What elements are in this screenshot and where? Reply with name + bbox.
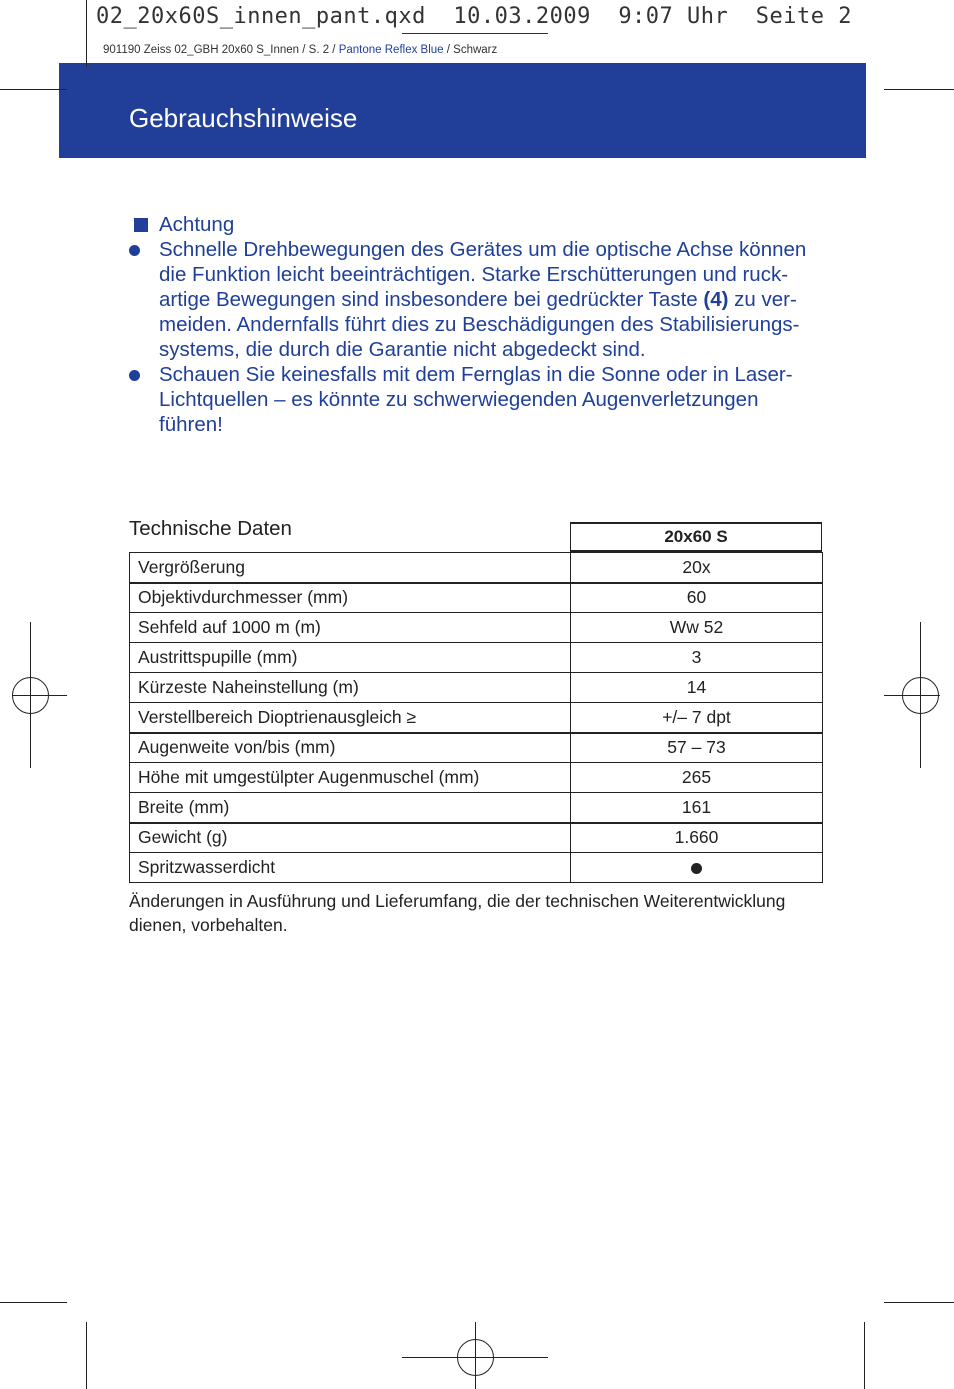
spec-value: 161 [571, 793, 823, 823]
table-row [130, 763, 823, 793]
table-row [130, 613, 823, 643]
table-row [130, 643, 823, 673]
table-row [130, 553, 823, 583]
spec-label: Augenweite von/bis (mm) [130, 733, 571, 763]
spec-value: Ww 52 [571, 613, 823, 643]
table-row [130, 793, 823, 823]
spec-label: Austrittspupille (mm) [130, 643, 571, 673]
spec-label: Vergrößerung [130, 553, 571, 583]
registration-circle-icon [457, 1339, 494, 1376]
spec-value: 14 [571, 673, 823, 703]
warning-bullet [129, 362, 829, 437]
table-row [130, 673, 823, 703]
spec-label: Objektivdurchmesser (mm) [130, 583, 571, 613]
warning-bullet-text [159, 237, 819, 362]
crop-mark [0, 89, 67, 90]
table-row [130, 853, 823, 883]
spec-value: 57 – 73 [571, 733, 823, 763]
spec-value: 1.660 [571, 823, 823, 853]
table-row [130, 583, 823, 613]
bullet1-key-ref: (4) [703, 288, 729, 311]
specs-title: Technische Daten [129, 517, 292, 540]
crop-mark [884, 89, 954, 90]
job-line-sep: / [443, 44, 454, 56]
slug-underline [402, 33, 548, 34]
spec-label: Breite (mm) [130, 793, 571, 823]
spec-label: Verstellbereich Dioptrienausgleich ≥ [130, 703, 571, 733]
table-row [130, 823, 823, 853]
bullet-dot-icon [129, 245, 140, 256]
spec-value: 20x [571, 553, 823, 583]
spec-label: Gewicht (g) [130, 823, 571, 853]
spec-label: Höhe mit umgestülpter Augenmuschel (mm) [130, 763, 571, 793]
bullet1-text-b: zu ver- meiden. Andernfalls führt dies zu Beschädigungen des Stabilisierungs- systems, die durch die Garantie nicht abgedeckt sind. [159, 288, 800, 361]
job-line-color1: Pantone Reflex Blue [338, 44, 444, 56]
crop-mark [0, 1302, 67, 1303]
warning-bullet [129, 237, 829, 362]
yes-dot-icon [691, 863, 702, 874]
job-line-color2: Schwarz [453, 44, 498, 56]
registration-circle-icon [12, 677, 49, 714]
file-slug: 02_20x60S_innen_pant.qxd 10.03.2009 9:07 Uhr Seite 2 [96, 4, 852, 29]
page-title: Gebrauchshinweise [129, 103, 358, 133]
table-row [130, 733, 823, 763]
crop-mark [86, 1322, 87, 1389]
spec-value: +/– 7 dpt [571, 703, 823, 733]
model-header: 20x60 S [570, 522, 822, 552]
bullet-dot-icon [129, 370, 140, 381]
warning-heading-row [129, 212, 829, 237]
warning-bullet-text: Schauen Sie keinesfalls mit dem Fernglas in die Sonne oder in Laser- Lichtquellen – es könnte zu schwerwiegenden Augenverletzungen führen! [159, 363, 793, 436]
registration-circle-icon [902, 677, 939, 714]
spec-value: 265 [571, 763, 823, 793]
table-row [130, 703, 823, 733]
bullet1-text-a: Schnelle Drehbewegungen des Gerätes um die optische Achse können die Funktion leicht beeinträchtigen. Starke Erschütterungen und ruck- artige Bewegungen sind insbesondere bei gedrückter Taste [159, 238, 807, 311]
warning-section [129, 212, 829, 437]
crop-mark [86, 0, 87, 67]
specs-note: Änderungen in Ausführung und Lieferumfang, die der technischen Weiterentwicklung dienen, vorbehalten. [129, 891, 786, 935]
spec-value: 60 [571, 583, 823, 613]
crop-mark [884, 1302, 954, 1303]
job-line-prefix: 901190 Zeiss 02_GBH 20x60 S_Innen / S. 2 / [103, 44, 339, 56]
spec-value [571, 853, 823, 883]
spec-label: Sehfeld auf 1000 m (m) [130, 613, 571, 643]
warning-heading: Achtung [159, 213, 235, 236]
specs-table [129, 552, 823, 883]
crop-mark [864, 1322, 865, 1389]
job-line [103, 44, 497, 56]
spec-label: Kürzeste Naheinstellung (m) [130, 673, 571, 703]
header-bar [59, 63, 866, 158]
square-bullet-icon [134, 218, 148, 232]
spec-value: 3 [571, 643, 823, 673]
spec-label: Spritzwasserdicht [130, 853, 571, 883]
